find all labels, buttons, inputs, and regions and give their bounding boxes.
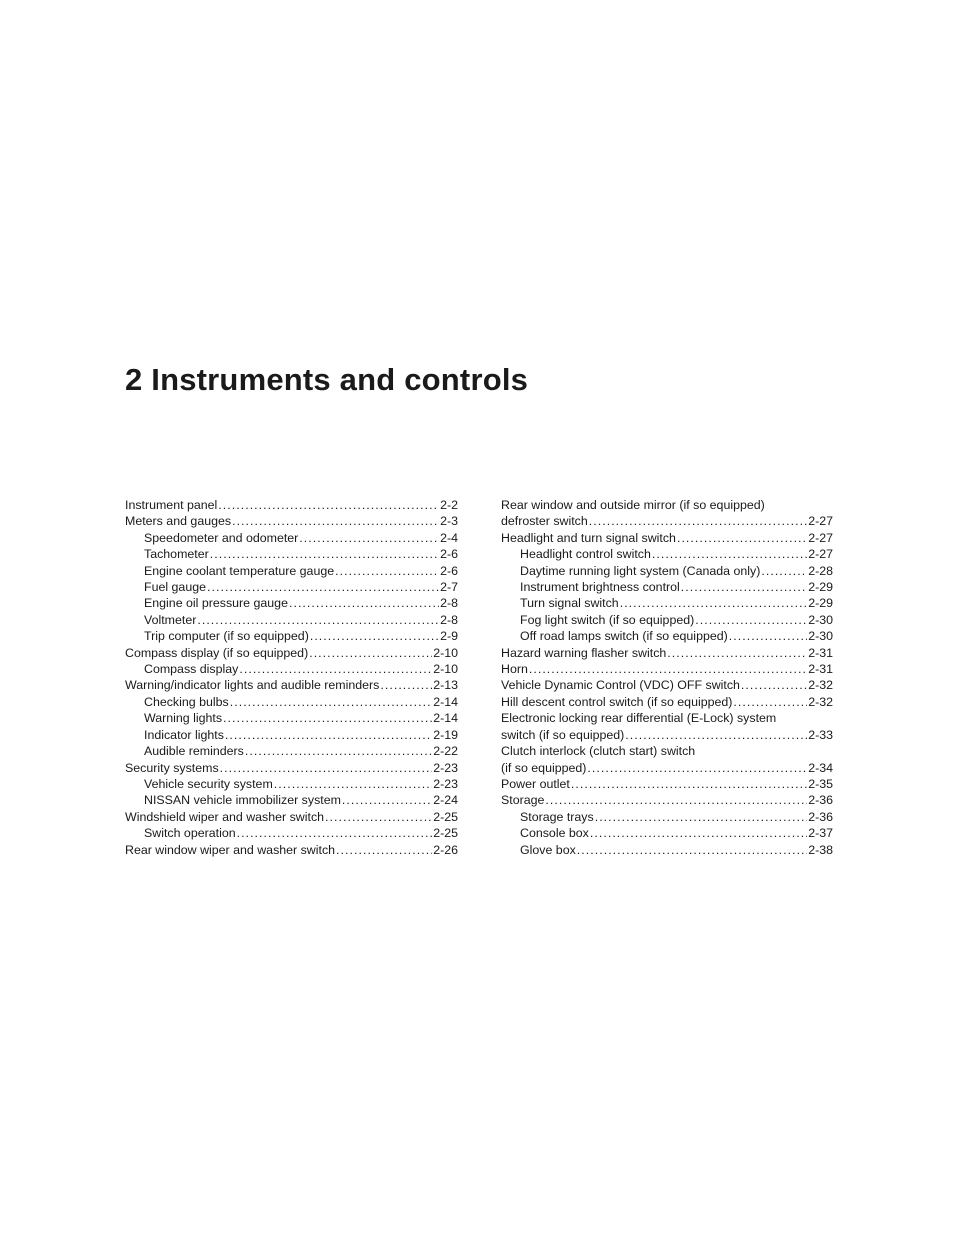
toc-page-number: 2-3 [440,514,458,529]
toc-leader-dots [207,579,439,595]
toc-page-number: 2-26 [433,842,458,857]
toc-entry[interactable] [125,842,458,858]
toc-entry-label: Storage [501,793,545,808]
toc-leader-dots [677,530,807,546]
toc-page-number: 2-6 [440,547,458,562]
toc-entry[interactable] [125,743,458,759]
toc-leader-dots [197,612,439,628]
toc-entry[interactable] [501,546,833,562]
toc-entry-label: Compass display [144,662,239,677]
toc-leader-dots [299,530,439,546]
toc-leader-dots [309,645,432,661]
toc-entry-heading[interactable] [501,710,833,726]
toc-page-number: 2-7 [440,580,458,595]
toc-entry-label: Storage trays [520,809,594,824]
toc-entry-label: Daytime running light system (Canada only) [520,563,761,578]
toc-entry-label: Engine coolant temperature gauge [144,563,335,578]
toc-entry-label: Trip computer (if so equipped) [144,629,309,644]
toc-entry[interactable] [125,530,458,546]
toc-entry-label: Glove box [520,842,576,857]
toc-leader-dots [274,776,432,792]
toc-leader-dots [733,694,807,710]
toc-entry[interactable] [125,677,458,693]
toc-page-number: 2-32 [808,694,833,709]
toc-page-number: 2-23 [433,776,458,791]
toc-leader-dots [625,727,807,743]
toc-leader-dots [230,694,432,710]
toc-entry[interactable] [125,563,458,579]
toc-entry[interactable] [125,776,458,792]
toc-entry[interactable] [501,661,833,677]
toc-entry[interactable] [125,645,458,661]
toc-leader-dots [741,677,807,693]
toc-right-column [501,497,833,858]
toc-entry[interactable] [125,694,458,710]
toc-leader-dots [237,825,433,841]
toc-entry[interactable] [501,760,833,776]
toc-entry[interactable] [501,694,833,710]
toc-entry[interactable] [501,563,833,579]
toc-leader-dots [577,842,807,858]
toc-entry[interactable] [501,792,833,808]
toc-leader-dots [310,628,439,644]
toc-leader-dots [232,513,439,529]
toc-page-number: 2-37 [808,826,833,841]
toc-leader-dots [695,612,807,628]
toc-entry[interactable] [125,595,458,611]
toc-page-number: 2-30 [808,612,833,627]
toc-entry[interactable] [125,546,458,562]
toc-page-number: 2-36 [808,793,833,808]
toc-page-number: 2-31 [808,662,833,677]
toc-entry[interactable] [501,645,833,661]
toc-page-number: 2-8 [440,596,458,611]
toc-page-number: 2-27 [808,514,833,529]
toc-entry[interactable] [125,710,458,726]
toc-entry-label: Hazard warning flasher switch [501,645,667,660]
toc-page-number: 2-27 [808,547,833,562]
toc-leader-dots [245,743,432,759]
toc-entry-label: Windshield wiper and washer switch [125,809,325,824]
toc-leader-dots [325,809,432,825]
toc-entry-label: Checking bulbs [144,694,229,709]
toc-page-number: 2-31 [808,645,833,660]
toc-entry-label: Rear window wiper and washer switch [125,842,336,857]
toc-leader-dots [667,645,807,661]
toc-leader-dots [335,563,439,579]
toc-leader-dots [210,546,439,562]
toc-page-number: 2-38 [808,842,833,857]
toc-entry[interactable] [501,628,833,644]
toc-entry-label: Console box [520,826,589,841]
toc-entry[interactable] [501,579,833,595]
toc-entry-label: Fog light switch (if so equipped) [520,612,695,627]
toc-entry[interactable] [501,727,833,743]
toc-entry-label: Instrument panel [125,498,218,512]
toc-leader-dots [289,595,439,611]
toc-page-number: 2-25 [433,826,458,841]
toc-page-number: 2-33 [808,727,833,742]
toc-leader-dots [587,760,807,776]
toc-leader-dots [225,727,432,743]
toc-leader-dots [589,513,807,529]
toc-entry[interactable] [501,595,833,611]
toc-entry-label: Headlight control switch [520,547,651,562]
toc-entry[interactable] [501,842,833,858]
toc-entry-label: Vehicle security system [144,776,273,791]
toc-entry-label: Voltmeter [144,612,197,627]
toc-entry[interactable] [125,612,458,628]
toc-entry[interactable] [125,513,458,529]
toc-page-number: 2-19 [433,727,458,742]
toc-entry-label: (if so equipped) [501,760,587,775]
toc-left-column [125,497,458,858]
toc-entry-heading[interactable] [501,743,833,759]
toc-entry[interactable] [125,579,458,595]
toc-leader-dots [239,661,432,677]
toc-page-number: 2-8 [440,612,458,627]
toc-page-number: 2-30 [808,629,833,644]
toc-leader-dots [590,825,807,841]
toc-entry[interactable] [501,776,833,792]
toc-entry[interactable] [501,825,833,841]
toc-leader-dots [220,760,433,776]
toc-entry-label: NISSAN vehicle immobilizer system [144,793,341,808]
toc-page-number: 2-34 [808,760,833,775]
toc-entry-label: Indicator lights [144,727,224,742]
toc-leader-dots [652,546,807,562]
toc-entry-label: Rear window and outside mirror (if so equipped) [501,498,765,512]
toc-entry-label: Turn signal switch [520,596,619,611]
toc-entry-label: Warning/indicator lights and audible reminders [125,678,380,693]
toc-entry[interactable] [125,825,458,841]
toc-page-number: 2-6 [440,563,458,578]
toc-page-number: 2-10 [433,662,458,677]
toc-entry[interactable] [125,628,458,644]
toc-entry-label: Electronic locking rear differential (E-Lock) system [501,711,777,726]
toc-page-number: 2-29 [808,580,833,595]
toc-entry-label: Instrument brightness control [520,580,680,595]
toc-page-number: 2-13 [433,678,458,693]
toc-entry[interactable] [125,809,458,825]
toc-page-number: 2-4 [440,530,458,545]
chapter-title: 2 Instruments and controls [125,362,529,397]
toc-leader-dots [342,792,432,808]
toc-entry[interactable] [501,513,833,529]
toc-entry-label: Horn [501,662,528,677]
toc-entry-label: Security systems [125,760,219,775]
toc-entry-label: Tachometer [144,547,209,562]
toc-entry-label: Speedometer and odometer [144,530,299,545]
toc-leader-dots [595,809,807,825]
toc-leader-dots [571,776,807,792]
toc-entry-label: Audible reminders [144,744,244,759]
toc-page-number: 2-14 [433,711,458,726]
toc-page-number: 2-24 [433,793,458,808]
toc-page-number: 2-32 [808,678,833,693]
toc-entry-label: Vehicle Dynamic Control (VDC) OFF switch [501,678,740,693]
toc-entry[interactable] [125,760,458,776]
toc-entry[interactable] [501,530,833,546]
toc-leader-dots [620,595,807,611]
toc-entry-label: Clutch interlock (clutch start) switch [501,744,696,759]
toc-entry[interactable] [501,809,833,825]
toc-entry-label: defroster switch [501,514,588,529]
toc-page-number: 2-28 [808,563,833,578]
toc-page-number: 2-22 [433,744,458,759]
toc-leader-dots [380,677,432,693]
toc-leader-dots [681,579,807,595]
toc-entry[interactable] [125,661,458,677]
toc-entry-label: switch (if so equipped) [501,727,625,742]
toc-page-number: 2-36 [808,809,833,824]
toc-entry-label: Compass display (if so equipped) [125,645,309,660]
toc-entry[interactable] [125,497,458,513]
toc-page-number: 2-2 [440,498,458,512]
toc-leader-dots [218,497,439,513]
toc-leader-dots [545,792,807,808]
toc-entry-heading[interactable] [501,497,833,513]
toc-entry[interactable] [125,792,458,808]
toc-page-number: 2-25 [433,809,458,824]
toc-entry-label: Engine oil pressure gauge [144,596,288,611]
toc-leader-dots [529,661,807,677]
toc-entry[interactable] [501,677,833,693]
toc-entry-label: Switch operation [144,826,236,841]
toc-leader-dots [761,563,807,579]
toc-entry-label: Warning lights [144,711,223,726]
toc-entry-label: Power outlet [501,776,570,791]
toc-entry[interactable] [501,612,833,628]
toc-page-number: 2-10 [433,645,458,660]
toc-entry-label: Fuel gauge [144,580,207,595]
toc-page-number: 2-29 [808,596,833,611]
toc-entry-label: Meters and gauges [125,514,232,529]
toc-page-number: 2-14 [433,694,458,709]
toc-page-number: 2-9 [440,629,458,644]
toc-entry-label: Off road lamps switch (if so equipped) [520,629,728,644]
toc-page-number: 2-35 [808,776,833,791]
toc-entry[interactable] [125,727,458,743]
toc-leader-dots [223,710,432,726]
toc-page-number: 2-23 [433,760,458,775]
toc-leader-dots [336,842,432,858]
toc-entry-label: Hill descent control switch (if so equipped) [501,694,733,709]
toc-leader-dots [729,628,807,644]
toc-entry-label: Headlight and turn signal switch [501,530,676,545]
toc-page-number: 2-27 [808,530,833,545]
